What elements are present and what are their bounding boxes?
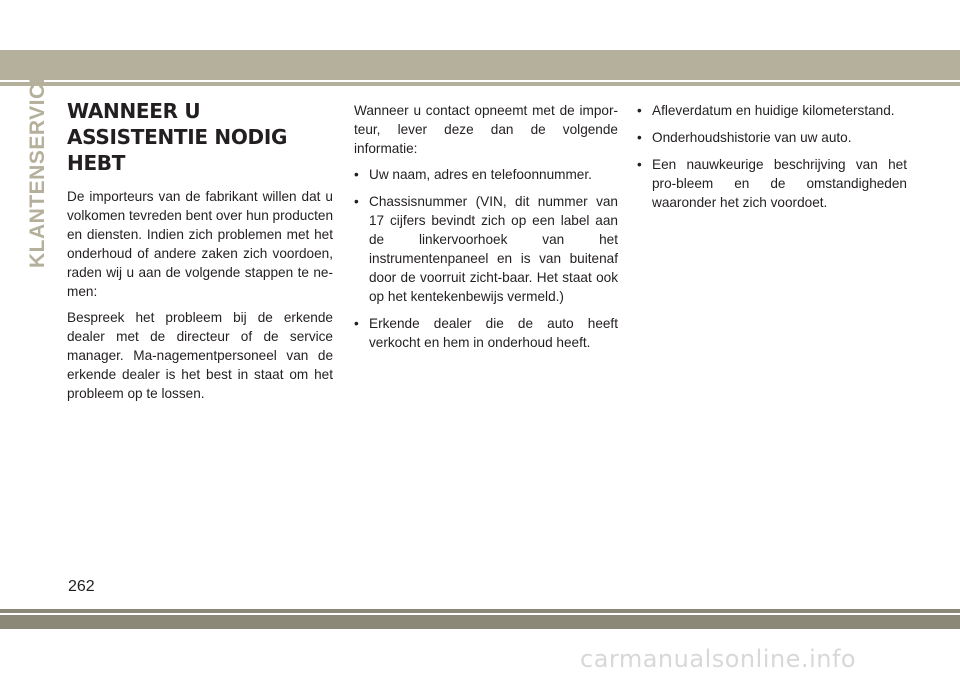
bullet-icon: •: [354, 316, 359, 331]
bullet-icon: •: [637, 157, 642, 172]
section-tab: KLANTENSERVICE: [26, 68, 49, 268]
page-number: 262: [68, 578, 95, 595]
list-item: • Afleverdatum en huidige kilometerstand.: [637, 103, 895, 118]
header-rule: [0, 82, 960, 86]
paragraph: Wanneer u contact opneemt met de impor-teur, lever deze dan de volgende informatie:: [354, 103, 618, 156]
column-2: [354, 101, 618, 360]
list-item: • Chassisnummer (VIN, dit nummer van 17 cijfers bevindt zich op een label aan de linkervoorhoek van het instrumentenpaneel en is van buitenaf door de voorruit zicht-baar. Het staat ook op het kentekenbewijs vermeld.): [354, 194, 618, 304]
paragraph: De importeurs van de fabrikant willen dat u volkomen tevreden bent over hun producten en diensten. Indien zich problemen met het onderhoud of andere zaken zich voordoen, raden wij u aan de volgende stappen te ne-men:: [67, 189, 334, 299]
bullet-list: [354, 165, 618, 352]
bullet-icon: •: [354, 167, 359, 182]
list-item: • Erkende dealer die de auto heeft verkocht en hem in onderhoud heeft.: [354, 316, 618, 350]
bullet-icon: •: [637, 103, 642, 118]
bullet-icon: •: [637, 130, 642, 145]
watermark: carmanualsonline.info: [580, 645, 857, 673]
header-band: [0, 50, 960, 80]
bullet-icon: •: [354, 194, 359, 209]
footer-band: [0, 615, 960, 629]
column-3: [637, 101, 907, 220]
list-item: • Een nauwkeurige beschrijving van het pro-bleem en de omstandigheden waaronder het zich voordoet.: [637, 157, 907, 210]
paragraph: Bespreek het probleem bij de erkende dealer met de directeur of de service manager. Ma-nagementpersoneel van de erkende dealer is het best in staat om het probleem op te lossen.: [67, 310, 333, 401]
list-item: • Onderhoudshistorie van uw auto.: [637, 130, 852, 145]
footer-rule: [0, 609, 960, 613]
list-item: • Uw naam, adres en telefoonnummer.: [354, 167, 592, 182]
bullet-list: [637, 101, 907, 212]
page-title: WANNEER U ASSISTENTIE NODIG HEBT: [67, 99, 288, 175]
column-1: [67, 98, 333, 410]
